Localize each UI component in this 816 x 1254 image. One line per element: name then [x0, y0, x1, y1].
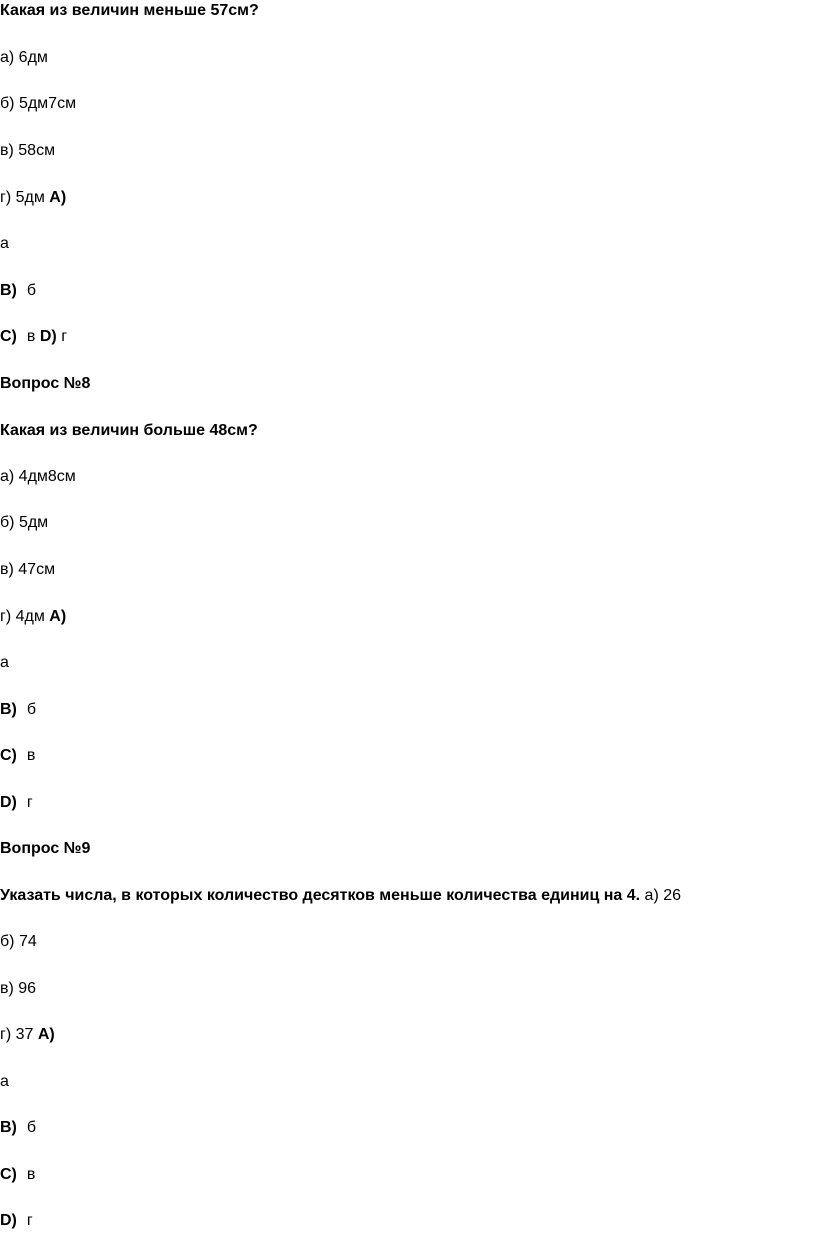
- q8-answer-b-line: [0, 699, 36, 721]
- q9-answer-a-label: А): [37, 1026, 55, 1043]
- q9-answer-c-label: С): [0, 1166, 17, 1183]
- q9-option-b: б) 74: [0, 933, 37, 950]
- q8-heading: Вопрос №8: [0, 375, 91, 392]
- q7-answer-a-label: А): [49, 189, 67, 206]
- q8-answer-c-value: в: [26, 747, 36, 764]
- q8-answer-d-label: D): [0, 794, 17, 811]
- q8-question: Какая из величин больше 48см?: [0, 422, 258, 439]
- q8-option-d-line: [0, 606, 66, 628]
- q7-answer-cd-line: [0, 326, 67, 348]
- q7-answer-b-line: [0, 280, 36, 302]
- q8-answer-b-label: В): [0, 701, 17, 718]
- q8-answer-a-value: а: [0, 654, 9, 671]
- q9-answer-a-value: а: [0, 1073, 9, 1090]
- q9-answer-b-line: [0, 1117, 36, 1139]
- q9-question: Указать числа, в которых количество десятков меньше количества единиц на 4.: [0, 887, 641, 904]
- q9-answer-d-line: [0, 1210, 33, 1232]
- q7-answer-c-value: в: [26, 328, 36, 345]
- q9-option-d: г) 37: [0, 1026, 34, 1043]
- q7-option-a: а) 6дм: [0, 49, 48, 66]
- q7-answer-d-value: г: [61, 328, 68, 345]
- q7-option-d-line: [0, 187, 66, 209]
- q7-option-c: в) 58см: [0, 142, 56, 159]
- q8-option-b: б) 5дм: [0, 514, 49, 531]
- q7-question: Какая из величин меньше 57см?: [0, 2, 259, 19]
- q8-answer-d-line: [0, 792, 33, 814]
- q8-answer-d-value: г: [26, 794, 33, 811]
- q9-option-c: в) 96: [0, 980, 37, 997]
- q9-answer-c-line: [0, 1164, 35, 1186]
- q8-option-c: в) 47см: [0, 561, 56, 578]
- q8-answer-c-line: [0, 745, 35, 767]
- q7-option-d: г) 5дм: [0, 189, 45, 206]
- q9-answer-d-value: г: [26, 1212, 33, 1229]
- q7-answer-c-label: С): [0, 328, 17, 345]
- q8-answer-c-label: С): [0, 747, 17, 764]
- q8-option-a: а) 4дм8см: [0, 468, 76, 485]
- q9-answer-b-value: б: [26, 1119, 37, 1136]
- q9-heading: Вопрос №9: [0, 840, 91, 857]
- q9-answer-c-value: в: [26, 1166, 36, 1183]
- q7-answer-a-value: а: [0, 235, 9, 252]
- q7-answer-d-label: D): [39, 328, 57, 345]
- q9-answer-b-label: В): [0, 1119, 17, 1136]
- q9-answer-d-label: D): [0, 1212, 17, 1229]
- q8-answer-a-label: А): [49, 608, 67, 625]
- q8-option-d: г) 4дм: [0, 608, 45, 625]
- q9-option-d-line: [0, 1024, 55, 1046]
- q9-option-a: а) 26: [644, 887, 682, 904]
- q8-answer-b-value: б: [26, 701, 37, 718]
- q9-question-line: [0, 885, 681, 907]
- q7-answer-b-label: В): [0, 282, 17, 299]
- q7-option-b: б) 5дм7см: [0, 95, 77, 112]
- q7-answer-b-value: б: [26, 282, 37, 299]
